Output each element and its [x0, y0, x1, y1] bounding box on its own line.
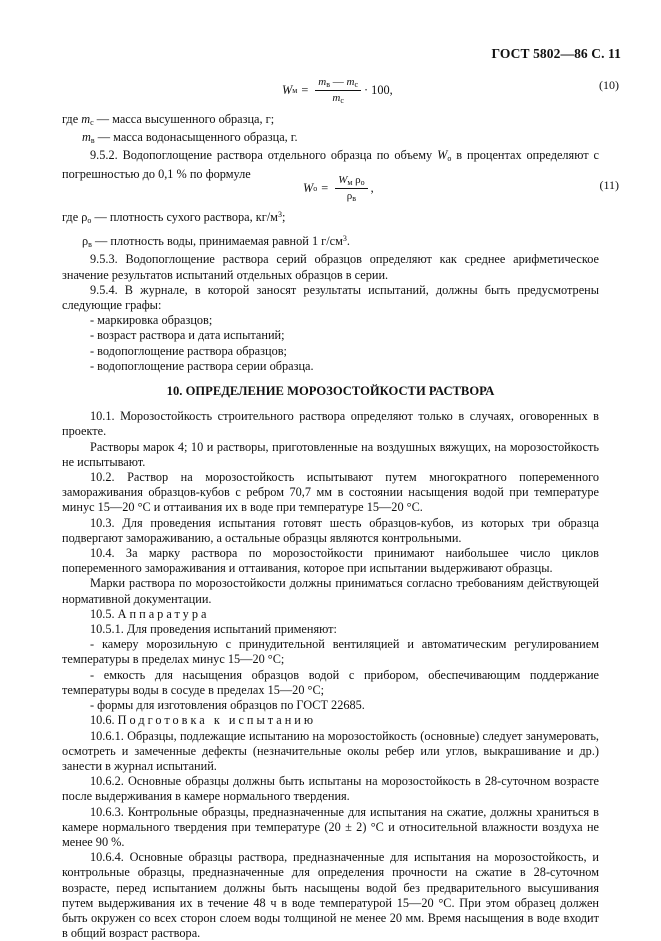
equals-sign: = — [321, 181, 329, 195]
where-line: $m_в$ — масса водонасыщенного образца, г. — [82, 130, 298, 146]
subsection-heading-10-5: 10.5. Аппаратура — [90, 606, 210, 621]
where-line: где $m_с$ — масса высушенного образца, г; — [62, 112, 275, 127]
where-line: где $\rho_о$ — плотность сухого раствора, $кг/м^3$; — [62, 210, 286, 225]
page-header: ГОСТ 5802—86 С. 11 — [491, 46, 621, 61]
list-item: - водопоглощение раствора серии образца. — [90, 358, 314, 373]
fraction-numerator: $m_в$ — $m_с$ — [315, 76, 361, 91]
list-item: - камеру морозильную с принудительной вентиляцией и автоматическим регулированием температуры в пределах минус 15—20 °С; — [62, 637, 599, 667]
list-item: - водопоглощение раствора образцов; — [90, 343, 287, 358]
formula-symbol: W — [303, 181, 314, 195]
fraction — [315, 76, 361, 105]
list-item: - емкость для насыщения образцов водой с прибором, обеспечивающим поддержание температуры воды в сосуде в пределах 15—20 °С; — [62, 667, 599, 697]
paragraph-10-5-1: 10.5.1. Для проведения испытаний применяют: — [90, 622, 337, 637]
paragraph-10-6-2: 10.6.2. Основные образцы должны быть испытаны на морозостойкость в 28-суточном возрасте после выдерживания в камере нормального твердения. — [62, 774, 599, 804]
where-line: $\rho_в$ — плотность воды, принимаемая равной 1 $г/см^3$. — [82, 234, 350, 250]
paragraph-9-5-3: 9.5.3. Водопоглощение раствора серий образцов определяют как среднее арифметическое значение результатов испытаний отдельных образцов в серии. — [62, 252, 599, 282]
fraction-denominator: $m_с$ — [332, 92, 344, 105]
where-block-10 — [62, 112, 599, 182]
paragraph-9-5-4: 9.5.4. В журнале, в которой заносят результаты испытаний, должны быть предусмотрены следующие графы: — [62, 282, 599, 313]
formula-symbol: W — [282, 83, 293, 97]
paragraph-10-6-4: 10.6.4. Основные образцы раствора, предназначенные для испытания на морозостойкость, и контрольные образцы, предназначенные для определения прочности на сжатие в 28-суточном возрасте, перед испытанием должны быть насыщены водой без предварительного высушивания путем выдерживания их в течение 48 ч в воде температурой 15—20 °С. При этом образец должен быть окружен со всех сторон слоем воды толщиной не менее 20 мм. Время насыщения в воде входит в общий возраст раствора. — [62, 850, 599, 941]
formula-10 — [282, 76, 393, 105]
formula-11 — [303, 174, 374, 203]
fraction — [335, 174, 367, 203]
formula-tail: · 100, — [364, 83, 393, 97]
formula-number-10: (10) — [599, 78, 619, 92]
fraction-denominator: $\rho_в$ — [346, 190, 357, 203]
paragraph-10-1: 10.1. Морозостойкость строительного раствора определяют только в случаях, оговоренных в проекте. — [62, 409, 599, 439]
formula-tail: , — [370, 181, 374, 195]
formula-number-11: (11) — [599, 178, 619, 192]
formula-subscript: м — [292, 86, 298, 95]
body-text — [62, 207, 599, 941]
subsection-heading-10-6: 10.6. Подготовка к испытанию — [90, 713, 317, 728]
paragraph-10-4: 10.4. За марку раствора по морозостойкости принимают наибольшее число циклов попеременного замораживания и оттаивания, которое при испытании выдерживают образцы. — [62, 546, 599, 576]
list-item: - формы для изготовления образцов по ГОСТ 22685. — [90, 698, 365, 713]
list-item: - возраст раствора и дата испытаний; — [90, 328, 285, 343]
paragraph-10-6-3: 10.6.3. Контрольные образцы, предназначенные для испытания на сжатие, должны храниться в камере нормального твердения при температуре (20 ± 2) °С и относительной влажности воздуха не менее 90 %. — [62, 804, 599, 849]
fraction-numerator: $W_м$ $\rho_о$ — [335, 174, 367, 189]
equals-sign: = — [301, 83, 309, 97]
paragraph: Марки раствора по морозостойкости должны приниматься согласно требованиям действующей нормативной документации. — [62, 576, 599, 606]
paragraph-9-5-2: 9.5.2. Водопоглощение раствора отдельного образца по объему $W_о$ в процентах определяют с погрешностью до 0,1 % по формуле — [62, 148, 599, 181]
paragraph: Растворы марок 4; 10 и растворы, приготовленные на воздушных вяжущих, на морозостойкость не испытывают. — [62, 439, 599, 469]
paragraph-10-3: 10.3. Для проведения испытания готовят шесть образцов-кубов, из которых три образца подвергают замораживанию, а остальные образцы являются контрольными. — [62, 515, 599, 545]
paragraph-10-6-1: 10.6.1. Образцы, подлежащие испытанию на морозостойкость (основные) следует занумеровать, осмотреть и замеченные дефекты (незначительные околы ребер или углов, выкрашивание и др.) занести в журнал испытаний. — [62, 728, 599, 773]
formula-subscript: о — [313, 184, 318, 193]
paragraph-10-2: 10.2. Раствор на морозостойкость испытывают путем многократного попеременного замораживания образцов-кубов с ребром 70,7 мм в состоянии насыщения водой при температуре минус 15—20 °С и оттаивания их в воде при температуре 15—20 °С. — [62, 470, 599, 515]
list-item: - маркировка образцов; — [90, 313, 213, 328]
section-title: 10. ОПРЕДЕЛЕНИЕ МОРОЗОСТОЙКОСТИ РАСТВОРА — [166, 384, 495, 399]
